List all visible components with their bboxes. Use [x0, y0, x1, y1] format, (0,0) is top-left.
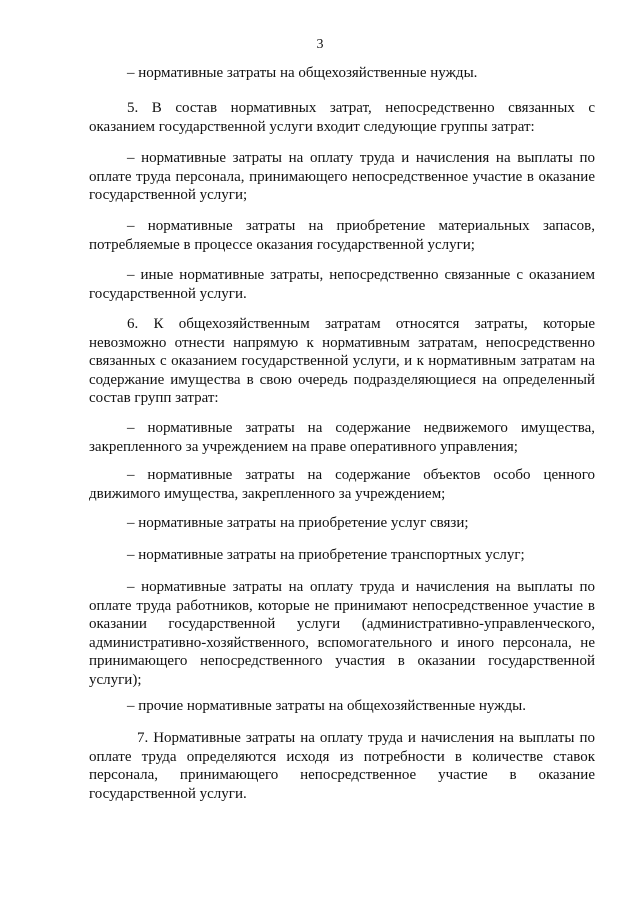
paragraph-communication-services: – нормативные затраты на приобретение услуг связи; [127, 515, 469, 531]
paragraph-other-overhead: – прочие нормативные затраты на общехозяйственные нужды. [127, 698, 527, 714]
paragraph-item-5: 5. В состав нормативных затрат, непосредственно связанных с оказанием государственной услуги входит следующие группы затрат: [89, 100, 595, 135]
paragraph-item-6: 6. К общехозяйственным затратам относятся затраты, которые невозможно отнести напрямую к нормативным затратам, непосредственно связанных с оказанием государственной услуги, и к нормативным затратам на содержание имущества в свою очередь подразделяющиеся на определенный состав групп затрат: [89, 316, 595, 407]
page-number: 3 [316, 37, 324, 52]
paragraph-material-stocks: – нормативные затраты на приобретение материальных запасов, потребляемые в процессе оказания государственной услуги; [89, 218, 595, 253]
paragraph-overhead-needs: – нормативные затраты на общехозяйственные нужды. [127, 65, 478, 81]
paragraph-movable-property: – нормативные затраты на содержание объектов особо ценного движимого имущества, закрепленного за учреждением; [89, 467, 595, 502]
paragraph-real-estate: – нормативные затраты на содержание недвижемого имущества, закрепленного за учреждением на праве оперативного управления; [89, 420, 595, 455]
paragraph-other-costs: – иные нормативные затраты, непосредственно связанные с оказанием государственной услуги. [89, 267, 595, 302]
paragraph-item-7: 7. Нормативные затраты на оплату труда и начисления на выплаты по оплате труда определяются исходя из потребности в количестве ставок персонала, принимающего непосредственное участие в оказание государственной услуги. [89, 730, 595, 802]
paragraph-staff-labor-costs: – нормативные затраты на оплату труда и начисления на выплаты по оплате труда работников, которые не принимают непосредственное участие в оказании государственной услуги (административно-управленческого, административно-хозяйственного, вспомогательного и иного персонала, не принимающего непосредственного участия в оказании государственной услуги); [89, 579, 595, 688]
paragraph-labor-costs: – нормативные затраты на оплату труда и начисления на выплаты по оплате труда персонала, принимающего непосредственное участие в оказание государственной услуги; [89, 150, 595, 204]
paragraph-transport-services: – нормативные затраты на приобретение транспортных услуг; [127, 547, 525, 563]
